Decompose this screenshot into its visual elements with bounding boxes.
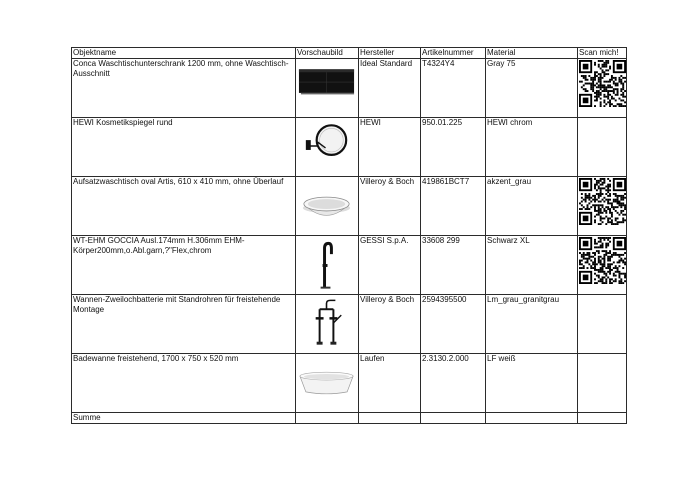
preview-cell bbox=[296, 177, 359, 236]
header-artikelnummer: Artikelnummer bbox=[421, 48, 486, 59]
qr-cell bbox=[578, 236, 627, 295]
object-name: Aufsatzwaschtisch oval Artis, 610 x 410 mm, ohne Überlauf bbox=[72, 177, 296, 236]
qr-code[interactable] bbox=[579, 237, 626, 284]
header-scan: Scan mich! bbox=[578, 48, 627, 59]
object-name: Badewanne freistehend, 1700 x 750 x 520 mm bbox=[72, 354, 296, 413]
article-number: T4324Y4 bbox=[421, 59, 486, 118]
sum-label: Summe bbox=[72, 413, 296, 424]
article-number: 2594395500 bbox=[421, 295, 486, 354]
oval-washbasin-image bbox=[296, 177, 358, 235]
qr-code[interactable] bbox=[579, 60, 626, 107]
object-name: Wannen-Zweilochbatterie mit Standrohren für freistehende Montage bbox=[72, 295, 296, 354]
preview-cell bbox=[296, 59, 359, 118]
table-row bbox=[72, 295, 627, 354]
header-row bbox=[72, 48, 627, 59]
sum-row bbox=[72, 413, 627, 424]
product-table bbox=[71, 47, 627, 424]
qr-code[interactable] bbox=[579, 178, 626, 225]
qr-cell-empty bbox=[578, 295, 627, 354]
table-row bbox=[72, 236, 627, 295]
article-number: 950.01.225 bbox=[421, 118, 486, 177]
vanity-cabinet-image bbox=[296, 59, 358, 117]
manufacturer: Villeroy & Boch bbox=[359, 177, 421, 236]
qr-cell bbox=[578, 177, 627, 236]
manufacturer: Laufen bbox=[359, 354, 421, 413]
preview-cell bbox=[296, 354, 359, 413]
table-row bbox=[72, 177, 627, 236]
manufacturer: Ideal Standard bbox=[359, 59, 421, 118]
faucet-image bbox=[296, 236, 358, 294]
header-material: Material bbox=[486, 48, 578, 59]
manufacturer: GESSI S.p.A. bbox=[359, 236, 421, 295]
bathtub-image bbox=[296, 354, 358, 412]
manufacturer: Villeroy & Boch bbox=[359, 295, 421, 354]
material: LF weiß bbox=[486, 354, 578, 413]
header-hersteller: Hersteller bbox=[359, 48, 421, 59]
manufacturer: HEWI bbox=[359, 118, 421, 177]
object-name: WT-EHM GOCCIA Ausl.174mm H.306mm EHM-Körper200mm,o.Abl.garn,?"Flex,chrom bbox=[72, 236, 296, 295]
object-name: Conca Waschtischunterschrank 1200 mm, ohne Waschtisch-Ausschnitt bbox=[72, 59, 296, 118]
article-number: 419861BCT7 bbox=[421, 177, 486, 236]
qr-cell-empty bbox=[578, 118, 627, 177]
article-number: 2.3130.2.000 bbox=[421, 354, 486, 413]
cosmetic-mirror-image bbox=[296, 118, 358, 176]
preview-cell bbox=[296, 236, 359, 295]
bath-mixer-image bbox=[296, 295, 358, 353]
table-row bbox=[72, 118, 627, 177]
preview-cell bbox=[296, 118, 359, 177]
material: Schwarz XL bbox=[486, 236, 578, 295]
header-vorschaubild: Vorschaubild bbox=[296, 48, 359, 59]
table-row bbox=[72, 59, 627, 118]
header-objektname: Objektname bbox=[72, 48, 296, 59]
object-name: HEWI Kosmetikspiegel rund bbox=[72, 118, 296, 177]
material: Lm_grau_granitgrau bbox=[486, 295, 578, 354]
table-row bbox=[72, 354, 627, 413]
qr-cell bbox=[578, 59, 627, 118]
material: Gray 75 bbox=[486, 59, 578, 118]
material: HEWI chrom bbox=[486, 118, 578, 177]
material: akzent_grau bbox=[486, 177, 578, 236]
article-number: 33608 299 bbox=[421, 236, 486, 295]
qr-cell-empty bbox=[578, 354, 627, 413]
preview-cell bbox=[296, 295, 359, 354]
